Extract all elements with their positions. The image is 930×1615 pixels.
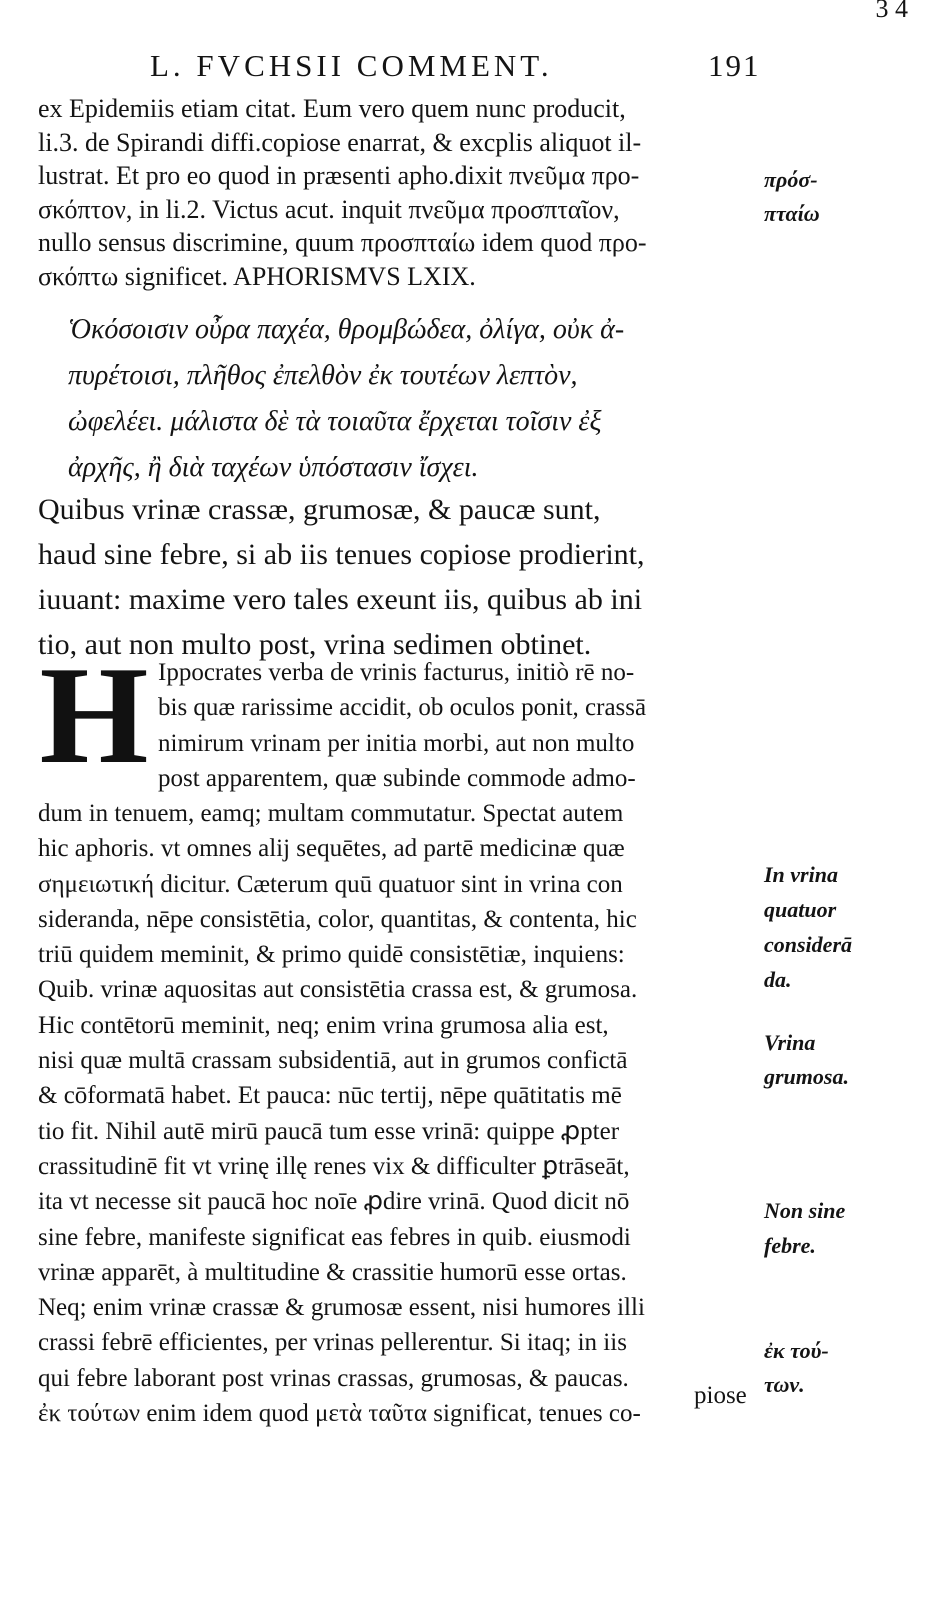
marginal-note: febre.: [764, 1233, 816, 1258]
marginal-note: quatuor: [764, 897, 837, 922]
text-line: ex Epidemiis etiam citat. Eum vero quem nunc producit,: [38, 94, 626, 123]
greek-aphorism: [68, 307, 768, 491]
drop-cap: H: [39, 638, 149, 793]
greek-line: ἀρχῆς, ἢ διὰ ταχέων ὑπόστασιν ἴσχει.: [68, 452, 479, 483]
text-line: sine febre, manifeste significat eas febres in quib. eiusmodi: [38, 1223, 631, 1251]
marginal-note: Vrina: [764, 1030, 816, 1055]
corner-mark: 3 4: [875, 0, 908, 23]
greek-line: Ὁκόσοισιν οὖρα παχέα, θρομβώδεα, ὀλίγα, οὐκ ἀ-: [68, 314, 625, 345]
text-line: ita vt necesse sit paucā hoc noīe ꝓdire vrinā. Quod dicit nō: [38, 1188, 630, 1216]
text-line: σημειωτική dicitur. Cæterum quū quatuor sint in vrina con: [38, 870, 623, 898]
latin-aphorism: [38, 487, 773, 667]
text-line: qui febre laborant post vrinas crassas, grumosas, & paucas.: [38, 1364, 629, 1392]
marginal-note: πρόσ-: [764, 167, 818, 192]
text-line: tio fit. Nihil autē mirū paucā tum esse vrinā: quippe ꝓpter: [38, 1117, 620, 1145]
commentary-body: [38, 796, 766, 1431]
text-line: Ippocrates verba de vrinis facturus, initiò rē no-: [158, 659, 635, 686]
running-header: L. FVCHSII COMMENT.: [150, 48, 553, 83]
text-line: nimirum vrinam per initia morbi, aut non multo: [158, 729, 635, 757]
marginal-note: ἐκ τού-: [764, 1338, 829, 1363]
latin-line: iuuant: maxime vero tales exeunt iis, quibus ab ini: [38, 583, 643, 616]
intro-paragraph: [38, 92, 766, 293]
text-line: lustrat. Et pro eo quod in præsenti apho.dixit πνεῦμα προ-: [38, 161, 640, 190]
marginal-note: da.: [764, 967, 792, 992]
text-line: nullo sensus discrimine, quum προσπταίω idem quod προ-: [38, 228, 647, 257]
text-line: post apparentem, quæ subinde commode admo-: [158, 764, 636, 792]
text-line: bis quæ rarissime accidit, ob oculos ponit, crassā: [158, 694, 647, 722]
marginal-note: πταίω: [764, 201, 820, 226]
catchword: piose: [694, 1382, 747, 1409]
aphorism-heading-line: σκόπτω significet. APHORISMVS LXIX.: [38, 261, 476, 291]
text-line: Neq; enim vrinæ crassæ & grumosæ essent, nisi humores illi: [38, 1294, 645, 1322]
text-line: σκόπτον, in li.2. Victus acut. inquit πνεῦμα προσπταῖον,: [38, 194, 620, 224]
text-line: crassitudinē fit vt vrinę illę renes vix & difficulter ꝑtrāseāt,: [38, 1152, 630, 1180]
text-line: vrinæ apparēt, à multitudine & crassitie humorū esse ortas.: [38, 1258, 627, 1286]
page-number: 191: [708, 48, 761, 83]
text-line: crassi febrē efficientes, per vrinas pellerentur. Si itaq; in iis: [38, 1329, 627, 1357]
latin-line: Quibus vrinæ crassæ, grumosæ, & paucæ sunt,: [38, 493, 601, 526]
text-line: nisi quæ multā crassam subsidentiā, aut in grumos confictā: [38, 1047, 628, 1075]
marginal-note: grumosa.: [764, 1064, 849, 1089]
text-line: Quib. vrinæ aquositas aut consistētia crassa est, & grumosa.: [38, 976, 638, 1004]
text-line: triū quidem meminit, & primo quidē consistētiæ, inquiens:: [38, 941, 625, 969]
text-line: sideranda, nēpe consistētia, color, quantitas, & contenta, hic: [38, 905, 637, 933]
text-line: dum in tenuem, eamq; multam commutatur. Spectat autem: [38, 800, 624, 827]
text-line: hic aphoris. vt omnes alij sequētes, ad partē medicinæ quæ: [38, 835, 625, 863]
marginal-note: considerā: [764, 932, 852, 957]
latin-line: haud sine febre, si ab iis tenues copiose prodierint,: [38, 538, 645, 571]
greek-line: ὠφελέει. μάλιστα δὲ τὰ τοιαῦτα ἔρχεται τοῖσιν ἐξ: [68, 406, 602, 437]
latin-line: tio, aut non multo post, vrina sedimen obtinet.: [38, 628, 592, 661]
text-line: ἐκ τούτων enim idem quod μετὰ ταῦτα significat, tenues co-: [38, 1400, 641, 1428]
text-line: & cōformatā habet. Et pauca: nūc tertij, nēpe quātitatis mē: [38, 1082, 622, 1110]
greek-line: πυρέτοισι, πλῆθος ἐπελθὸν ἐκ τουτέων λεπτὸν,: [68, 360, 578, 391]
text-line: li.3. de Spirandi diffi.copiose enarrat, & excplis aliquot il-: [38, 127, 642, 157]
commentary-opening: [158, 655, 768, 796]
marginal-note: Non sine: [764, 1198, 846, 1223]
marginal-note: In vrina: [764, 862, 838, 887]
marginal-note: των.: [764, 1372, 805, 1397]
text-line: Hic contētorū meminit, neq; enim vrina grumosa alia est,: [38, 1011, 609, 1039]
